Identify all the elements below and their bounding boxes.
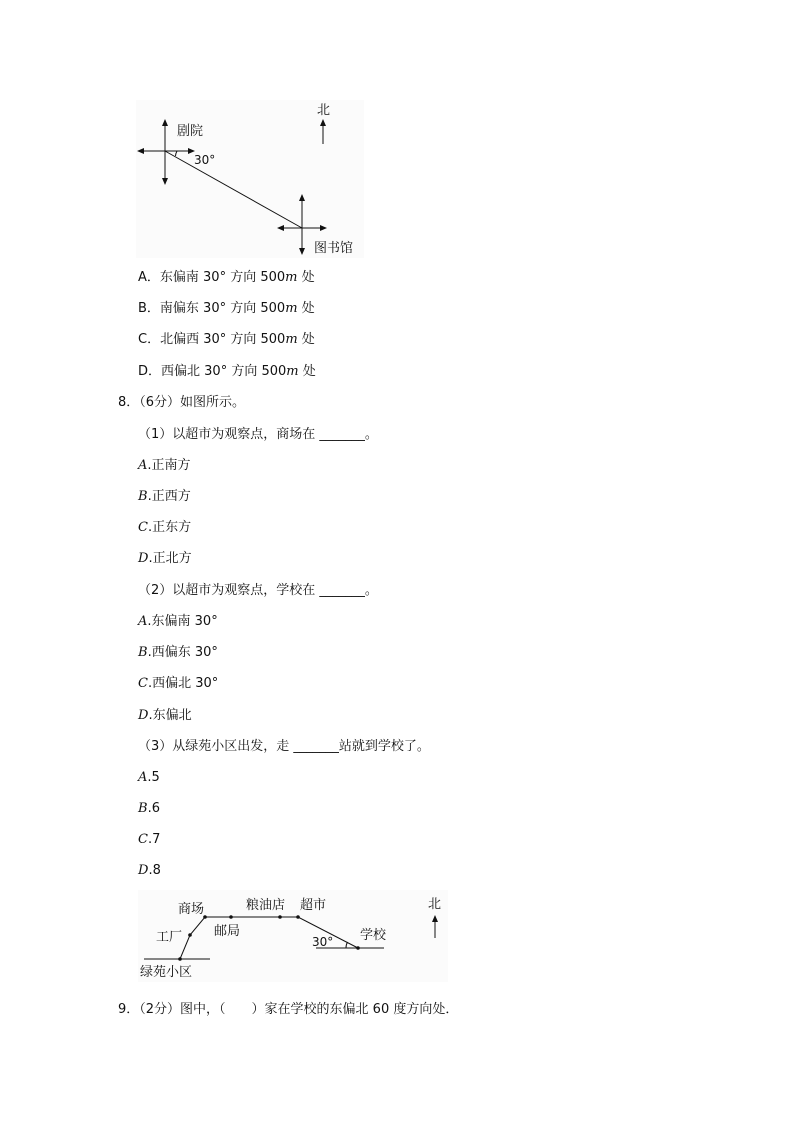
stop-green-garden	[178, 957, 182, 961]
theater-label: 剧院	[177, 124, 204, 139]
school-label: 学校	[360, 928, 387, 943]
angle-label: 30°	[312, 935, 334, 949]
q8-stem: 8．（6分）如图所示。	[118, 395, 246, 410]
mall-label: 商场	[178, 902, 205, 917]
q8-part1-option-b: B.正西方	[138, 489, 191, 504]
north-arrow-icon	[432, 915, 438, 922]
q8-part2-option-a: A.东偏南 30°	[138, 614, 218, 629]
stop-post-office	[229, 915, 233, 919]
answer-blank: _______	[319, 427, 365, 442]
arrow-down-icon	[162, 178, 168, 185]
arrow-up-icon	[162, 119, 168, 126]
route-diagram	[138, 890, 448, 982]
post-office-label: 邮局	[214, 924, 241, 939]
north-label: 北	[317, 103, 331, 118]
answer-blank: _______	[319, 583, 365, 598]
q8-part3-option-b: B.6	[138, 801, 160, 816]
q8-part2-option-c: C.西偏北 30°	[138, 676, 219, 691]
arrow-left-icon	[137, 148, 144, 154]
answer-blank: _______	[293, 739, 339, 754]
supermarket-label: 超市	[300, 898, 327, 913]
q8-part3-option-c: C.7	[138, 832, 161, 847]
q7-option-b: B．南偏东 30° 方向 500m 处	[138, 301, 315, 316]
direction-diagram-1	[136, 100, 364, 258]
stop-factory	[188, 933, 192, 937]
stop-school	[356, 946, 360, 950]
grain-shop-label: 粮油店	[246, 898, 286, 913]
factory-label: 工厂	[156, 930, 183, 945]
library-label: 图书馆	[314, 241, 354, 256]
north-arrow-icon	[320, 119, 326, 126]
q8-part1-option-a: A.正南方	[138, 458, 191, 473]
north-label: 北	[428, 897, 442, 912]
q9-stem: 9．（2分）图中，（ ）家在学校的东偏北 60 度方向处．	[118, 1002, 459, 1017]
q8-part3-option-a: A.5	[138, 770, 160, 785]
arrow-right-icon	[320, 225, 327, 231]
direction-figure-1	[136, 100, 364, 258]
q8-part1-option-d: D.正北方	[138, 551, 192, 566]
arrow-down-icon	[299, 248, 305, 255]
angle-label: 30°	[194, 153, 216, 167]
q8-part3-prompt: （3）从绿苑小区出发，走 _______站就到学校了。	[138, 739, 430, 754]
q7-option-a: A．东偏南 30° 方向 500m 处	[138, 270, 315, 285]
q8-part3-option-d: D.8	[138, 863, 161, 878]
route-figure	[138, 890, 448, 982]
arrow-left-icon	[277, 225, 284, 231]
q8-part2-option-b: B.西偏东 30°	[138, 645, 218, 660]
q8-part1-prompt: （1）以超市为观察点，商场在 _______。	[138, 427, 378, 442]
q8-part2-prompt: （2）以超市为观察点，学校在 _______。	[138, 583, 378, 598]
q7-option-d: D．西偏北 30° 方向 500m 处	[138, 364, 316, 379]
arrow-up-icon	[299, 194, 305, 201]
stop-grain-shop	[278, 915, 282, 919]
q7-option-c: C．北偏西 30° 方向 500m 处	[138, 332, 315, 347]
q8-part1-option-c: C.正东方	[138, 520, 192, 535]
green-garden-label: 绿苑小区	[140, 965, 193, 980]
q8-part2-option-d: D.东偏北	[138, 708, 192, 723]
stop-supermarket	[296, 915, 300, 919]
